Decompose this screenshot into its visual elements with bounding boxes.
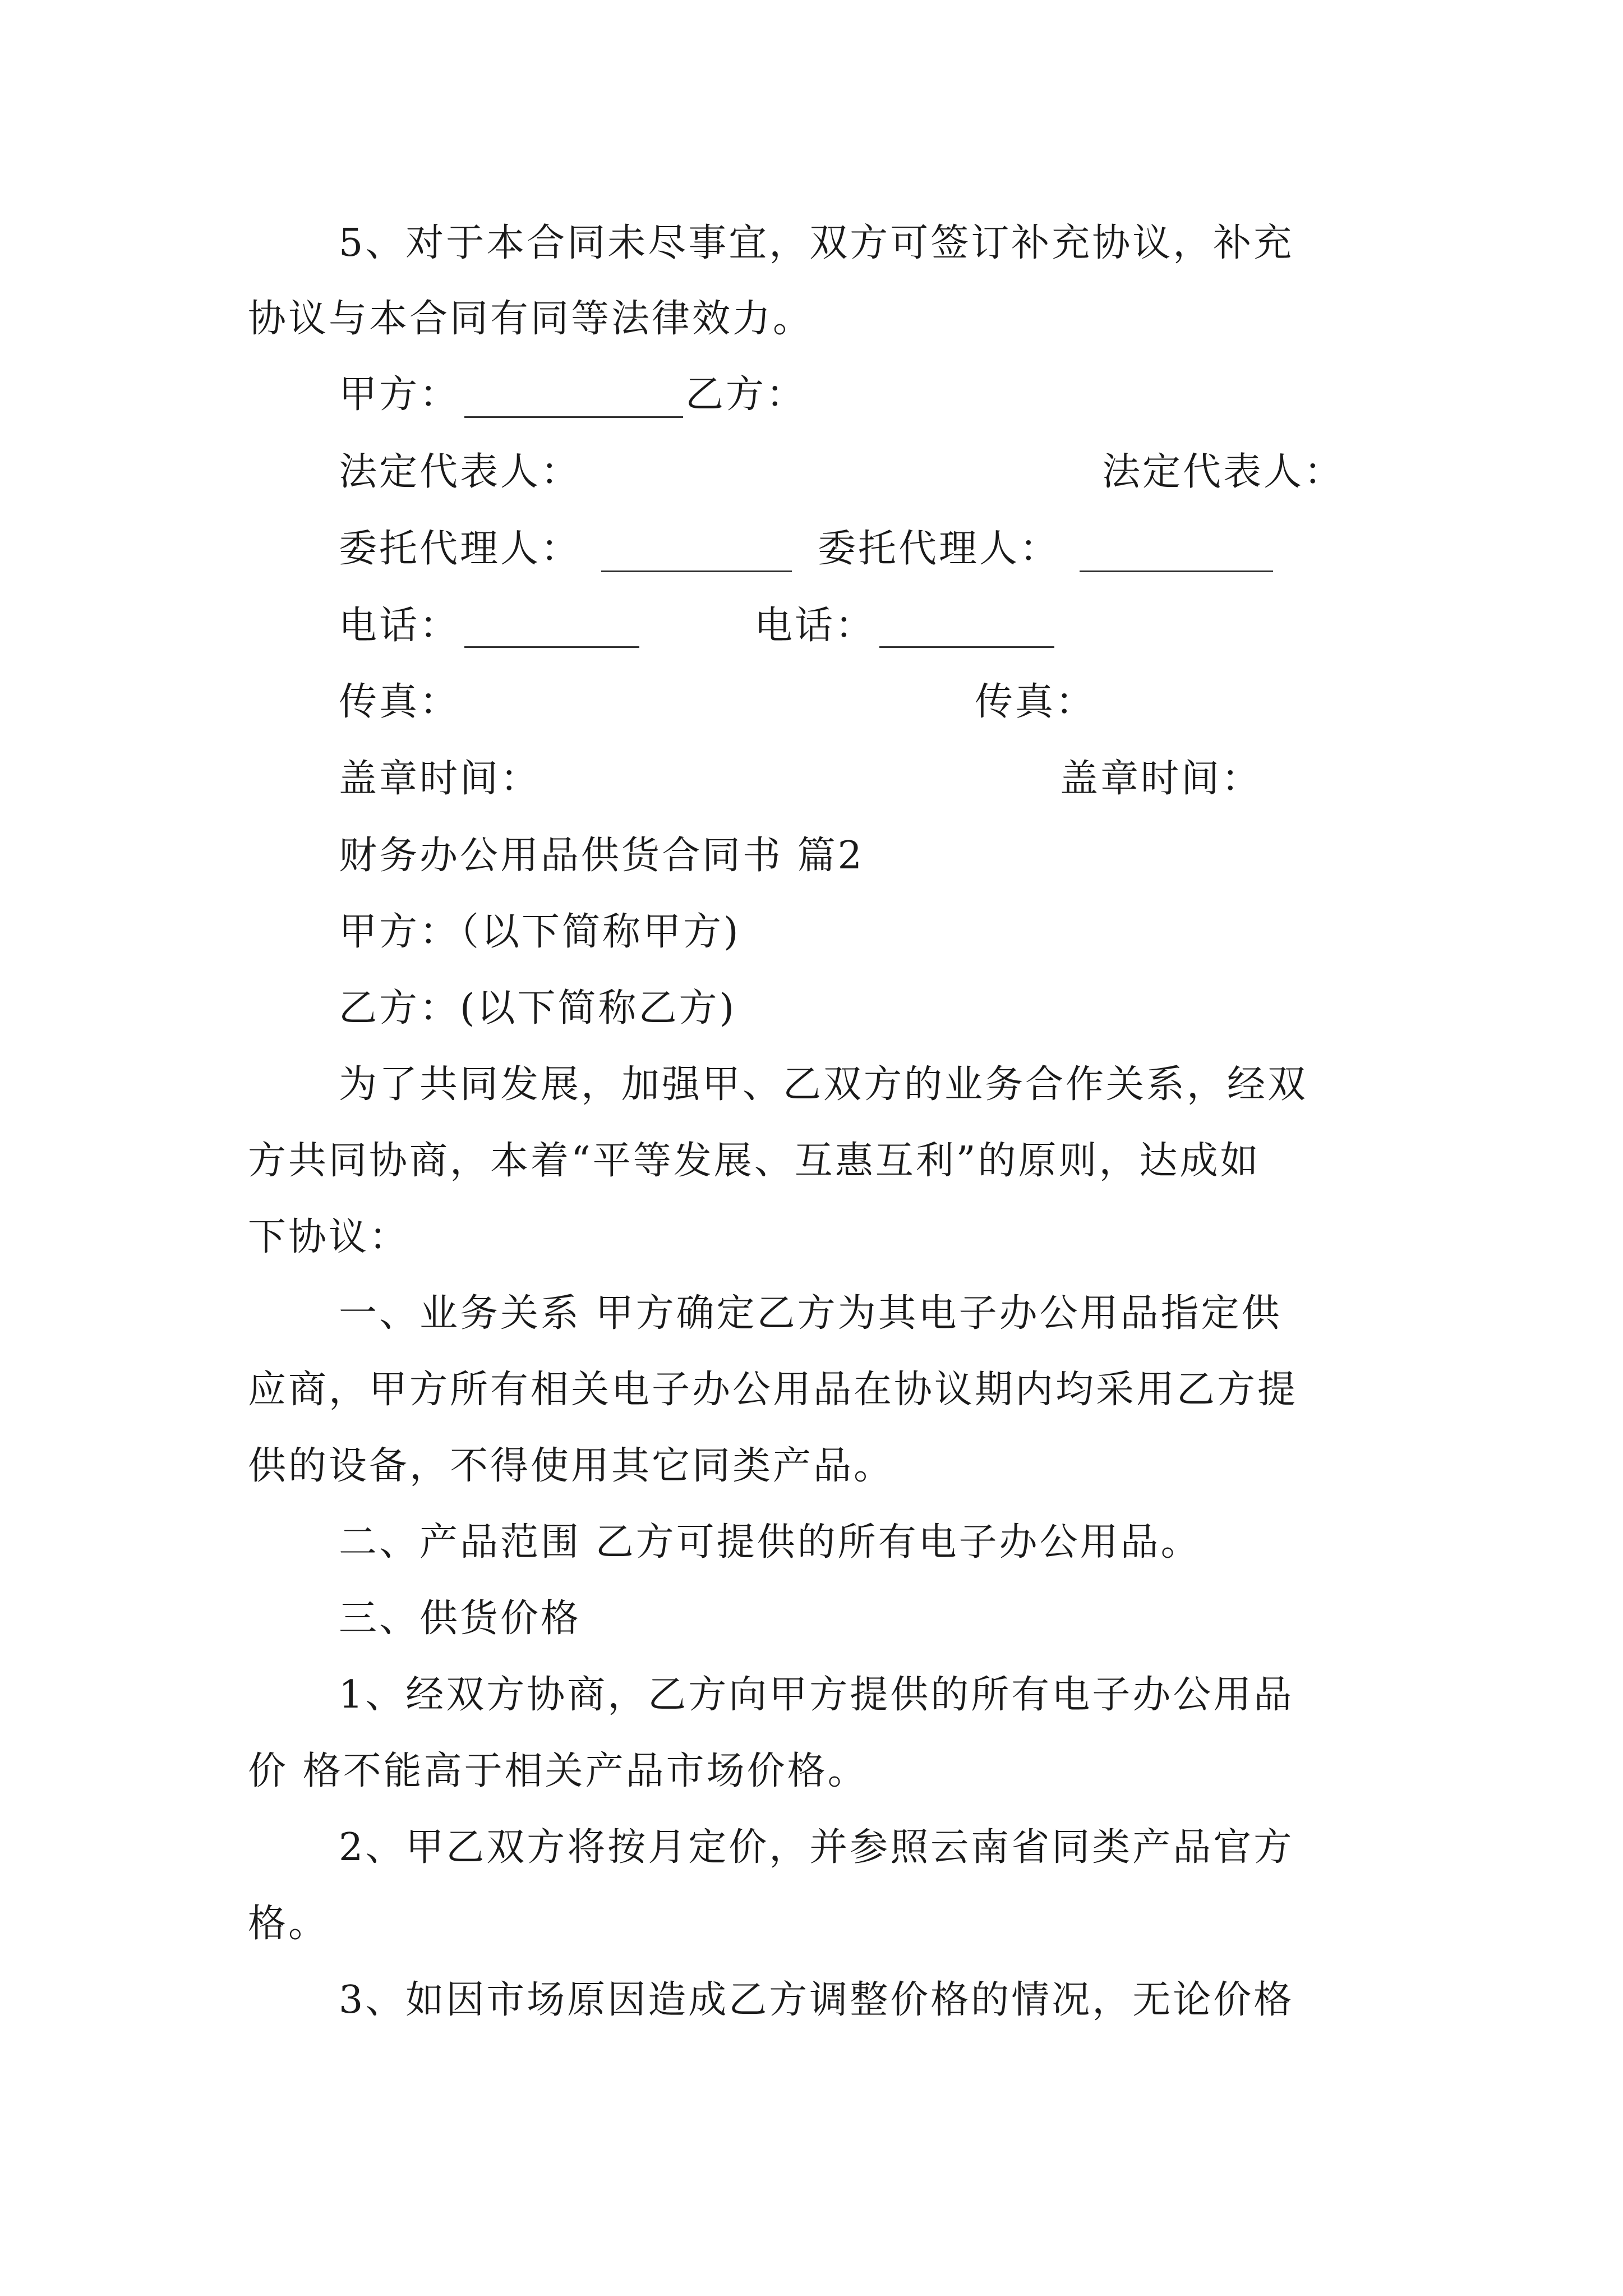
agent-b-label: 委托代理人： [818,527,1061,571]
legal-rep-a-label: 法定代表人： [339,450,582,494]
fax-b-label: 传真： [975,680,1096,724]
intro-paragraph-line-3: 下协议： [248,1215,410,1259]
agent-b-blank [1080,570,1273,572]
price-item-3-line-1: 3、如因市场原因造成乙方调整价格的情况，无论价格 [339,1978,1294,2022]
phone-b-blank [879,646,1054,648]
article-1-line-1: 一、业务关系 甲方确定乙方为其电子办公用品指定供 [339,1291,1282,1336]
clause-5-line-2: 协议与本合同有同等法律效力。 [248,297,814,341]
party-a-label: 甲方： [339,372,460,417]
agent-a-label: 委托代理人： [339,527,582,571]
party-b-label: 乙方： [685,372,807,417]
phone-b-label: 电话： [754,604,876,648]
price-item-2-line-1: 2、甲乙双方将按月定价，并参照云南省同类产品官方 [339,1825,1294,1870]
article-1-line-2: 应商，甲方所有相关电子办公用品在协议期内均采用乙方提 [248,1368,1298,1412]
article-3-heading: 三、供货价格 [339,1596,582,1641]
party-a-intro: 甲方：（以下简称甲方) [339,910,741,954]
intro-paragraph-line-1: 为了共同发展，加强甲、乙双方的业务合作关系，经双 [339,1062,1308,1107]
phone-a-label: 电话： [339,604,460,648]
seal-time-b-label: 盖章时间： [1060,757,1262,801]
price-item-1-line-2: 价 格不能高于相关产品市场价格。 [248,1749,868,1793]
phone-a-blank [464,646,639,648]
price-item-2-line-2: 格。 [248,1902,329,1946]
price-item-1-line-1: 1、经双方协商，乙方向甲方提供的所有电子办公用品 [339,1673,1294,1717]
agent-a-blank [601,570,792,572]
article-2: 二、产品范围 乙方可提供的所有电子办公用品。 [339,1520,1201,1565]
party-b-intro: 乙方：(以下简称乙方) [339,986,737,1030]
fax-a-label: 传真： [339,680,460,724]
intro-paragraph-line-2: 方共同协商，本着“平等发展、互惠互利”的原则，达成如 [248,1139,1261,1183]
clause-5-line-1: 5、对于本合同未尽事宜，双方可签订补充协议，补充 [339,221,1294,265]
article-1-line-3: 供的设备，不得使用其它同类产品。 [248,1444,895,1488]
legal-rep-b-label: 法定代表人： [1102,450,1345,494]
section-title: 财务办公用品供货合同书 篇2 [339,834,864,878]
seal-time-a-label: 盖章时间： [339,757,541,801]
party-a-blank [464,416,683,418]
